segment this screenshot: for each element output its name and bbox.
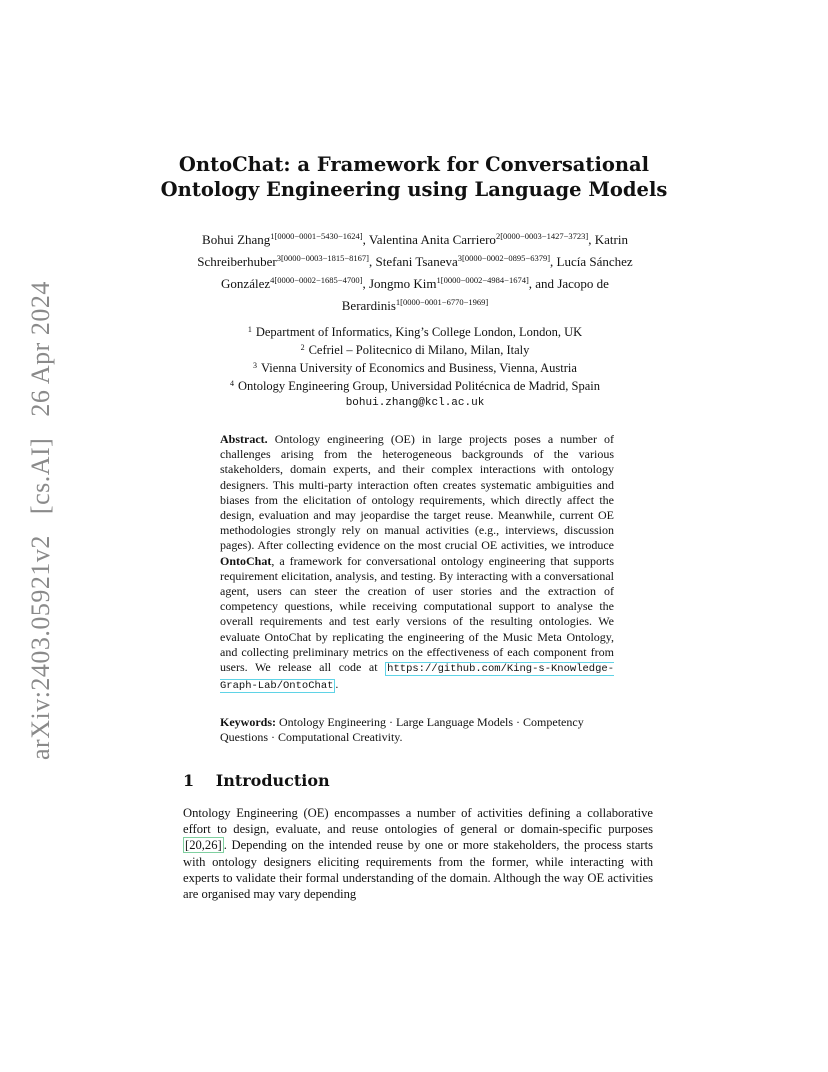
- section-paragraph: [183, 805, 653, 902]
- section-number: 1: [183, 771, 195, 790]
- author: Jongmo Kim$^{1[0000-0002-4984-1674]}$, and: [368, 275, 558, 291]
- affiliation-list: [150, 322, 680, 411]
- author: Stefani Tsaneva$^{3[0000-0002-0895-6379]}$,: [375, 253, 557, 269]
- section-heading: [183, 771, 330, 790]
- arxiv-date: 26 Apr 2024: [26, 281, 55, 417]
- affiliation: $^3$ Vienna University of Economics and Business, Vienna, Austria: [253, 361, 577, 375]
- affiliation: $^2$ Cefriel – Politecnico di Milano, Milan, Italy: [300, 343, 530, 357]
- arxiv-side-identifier: [26, 267, 56, 760]
- code-repository-link[interactable]: https://github.com/King-s-Knowledge-Graph-Lab/OntoChat: [220, 663, 615, 693]
- abstract-text-1: Ontology engineering (OE) in large projects poses a number of challenges arising from the heterogeneous backgrounds of the various stakeholders, domain experts, and their complex interactions with ontology designers. This multi-party interaction often creates systematic ambiguities and biases from the elicitation of ontology requirements, which directly affect the design, evaluation and may jeopardise the target reuse. Meanwhile, current OE methodologies strongly rely on manual activities (e.g., interviews, discussion pages). After collecting evidence on the most crucial OE activities, we introduce: [220, 432, 615, 553]
- author: Bohui Zhang$^{1[0000-0001-5430-1624]}$,: [202, 231, 369, 247]
- affiliation: $^1$ Department of Informatics, King’s College London, London, UK: [247, 325, 583, 339]
- title-line-1: OntoChat: a Framework for Conversational: [178, 153, 650, 176]
- abstract-highlight: OntoChat: [220, 553, 272, 568]
- section-title: Introduction: [215, 771, 330, 790]
- keywords: [220, 715, 614, 745]
- arxiv-id: arXiv:2403.05921v2: [26, 535, 55, 760]
- abstract-label: Abstract.: [220, 432, 268, 446]
- citation-link[interactable]: [20,26]: [185, 838, 222, 853]
- author: Lucía Sánchez González$^{4[0000-0002-1685-4700]}$,: [221, 254, 633, 291]
- keywords-text: Ontology Engineering · Large Language Models · Competency Questions · Computational Creativity.: [220, 715, 584, 745]
- arxiv-category: [cs.AI]: [26, 437, 55, 515]
- abstract-text-2: , a framework for conversational ontology engineering that supports requirement elicitation, analysis, and testing. By interacting with a conversational agent, users can steer the creation of user stories and the extraction of competency questions, while receiving computational support to analyse the overall requirements and test early versions of the resulting ontologies. We evaluate OntoChat by replicating the engineering of the Music Meta Ontology, and collecting preliminary metrics on the effectiveness of each component from users. We release all code at: [220, 553, 614, 675]
- contact-email[interactable]: bohui.zhang@kcl.ac.uk: [345, 397, 485, 409]
- author-list: [180, 227, 650, 315]
- affiliation: $^4$ Ontology Engineering Group, Universidad Politécnica de Madrid, Spain: [229, 379, 601, 393]
- paragraph-text-1: Ontology Engineering (OE) encompasses a number of activities defining a collaborative effort to design, evaluate, and reuse ontologies of general or domain-specific purposes: [183, 806, 653, 837]
- author: Katrin Schreiberhuber$^{3[0000-0003-1815-8167]}$,: [197, 232, 628, 269]
- keywords-label: Keywords:: [220, 715, 276, 729]
- title-line-2: Ontology Engineering using Language Models: [160, 178, 668, 201]
- paper-title: [140, 152, 688, 202]
- paragraph-text-2: . Depending on the intended reuse by one or more stakeholders, the process starts with ontology designers eliciting requirements from the former, while interacting with experts to validate their formal understanding of the domain. Although the way OE activities are organised may vary depending: [183, 838, 653, 902]
- abstract: Abstract. Ontology engineering (OE) in large projects poses a number of challenges arising from the heterogeneous backgrounds of the various stakeholders, domain experts, and their complex interactions with ontology designers. This multi-party interaction often creates systematic ambiguities and biases from the elicitation of ontology requirements, which directly affect the design, evaluation and may jeopardise the target reuse. Meanwhile, current OE methodologies strongly rely on manual activities (e.g., interviews, discussion pages). After collecting evidence on the most crucial OE activities, we introduce OntoChat, a framework for conversational ontology engineering that supports requirement elicitation, analysis, and testing. By interacting with a conversational agent, users can steer the creation of user stories and the extraction of competency questions, while receiving computational support to analyse the overall requirements and test early versions of the resulting ontologies. We evaluate OntoChat by replicating the engineering of the Music Meta Ontology, and collecting preliminary metrics on the effectiveness of each component from users. We release all code at https://github.com/King-s-Knowledge-Graph-Lab/OntoChat .: [220, 432, 615, 693]
- author: Jacopo de Berardinis$^{1[0000-0001-6770-1969]}$: [341, 276, 609, 313]
- author: Valentina Anita Carriero$^{2[0000-0003-1427-3723]}$,: [368, 231, 595, 247]
